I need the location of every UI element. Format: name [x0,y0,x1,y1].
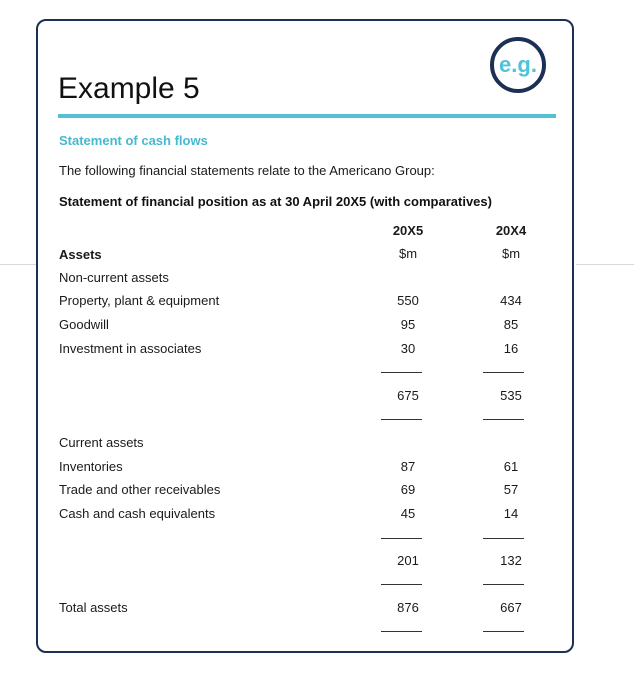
total-assets-20x4: 667 [500,600,522,615]
subtotal-20x4: 535 [500,388,522,403]
row-label: Goodwill [59,317,109,332]
row-value-20x4: 14 [503,506,519,521]
non-current-heading: Non-current assets [59,270,169,285]
row-label: Inventories [59,459,123,474]
total-assets-20x5: 876 [397,600,419,615]
subtotal-rule [381,419,422,420]
page-title: Example 5 [58,72,200,105]
row-label: Cash and cash equivalents [59,506,216,521]
row-label: Trade and other receivables [59,482,221,497]
row-value-20x5: 45 [400,506,416,521]
eg-badge-icon [490,37,546,93]
subtotal-20x5: 675 [397,388,419,403]
unit-20x4: $m [501,246,521,261]
row-value-20x4: 85 [503,317,519,332]
divider-left [0,264,36,265]
section-heading: Statement of cash flows [59,133,208,148]
total-assets-label: Total assets [59,600,128,615]
divider-right [576,264,634,265]
row-label: Property, plant & equipment [59,293,220,308]
row-value-20x5: 30 [400,341,416,356]
current-heading: Current assets [59,435,144,450]
row-value-20x4: 57 [503,482,519,497]
row-value-20x5: 87 [400,459,416,474]
intro-text: The following financial statements relate to the Americano Group: [59,163,435,178]
subtotal-rule [483,419,524,420]
subtotal-20x4: 132 [500,553,522,568]
row-value-20x5: 95 [400,317,416,332]
total-rule [483,631,524,632]
subtotal-rule [483,584,524,585]
row-value-20x4: 16 [503,341,519,356]
badge-text: e.g. [499,52,537,77]
row-value-20x4: 61 [503,459,519,474]
subtotal-rule [483,538,524,539]
column-header-20x4: 20X4 [495,223,527,238]
title-rule [58,114,556,118]
unit-20x5: $m [398,246,418,261]
subtotal-20x5: 201 [397,553,419,568]
table-title: Statement of financial position as at 30 April 20X5 (with comparatives) [59,194,492,209]
subtotal-rule [381,584,422,585]
subtotal-rule [381,538,422,539]
column-header-20x5: 20X5 [392,223,424,238]
row-value-20x4: 434 [500,293,522,308]
assets-heading: Assets [59,247,102,262]
row-value-20x5: 69 [400,482,416,497]
row-label: Investment in associates [59,341,202,356]
row-value-20x5: 550 [397,293,419,308]
total-rule [381,631,422,632]
subtotal-rule [381,372,422,373]
subtotal-rule [483,372,524,373]
